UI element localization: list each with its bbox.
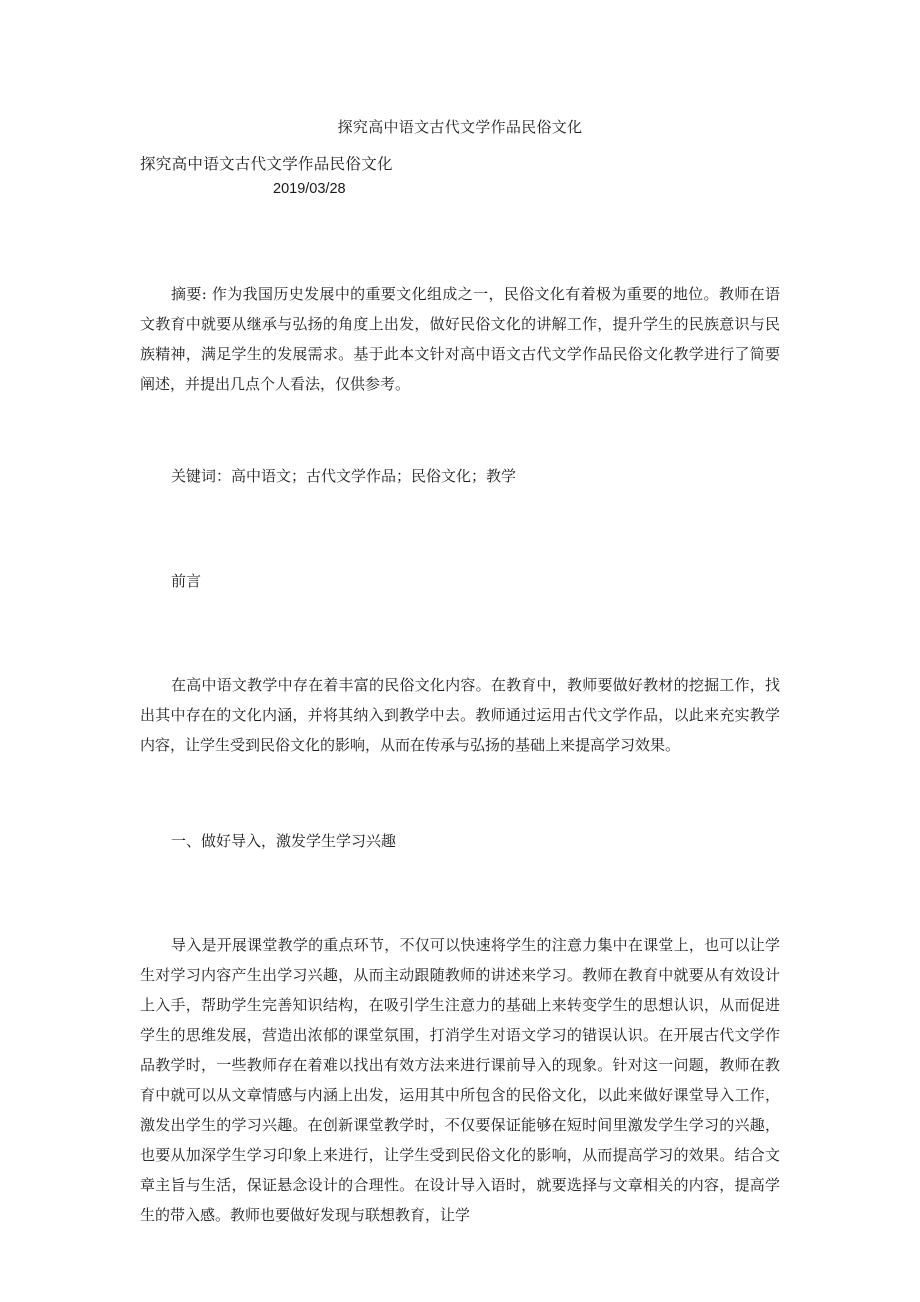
document-date: 2019/03/28 [273,181,346,197]
section-1-heading: 一、做好导入，激发学生学习兴趣 [171,832,397,850]
intro-paragraph: 在高中语文教学中存在着丰富的民俗文化内容。在教育中，教师要做好教材的挖掘工作，找出其中存在的文化内涵，并将其纳入到教学中去。教师通过运用古代文学作品，以此来充实教学内容，让学生受到民俗文化的影响，从而在传承与弘扬的基础上来提高学习效果。 [140,676,780,754]
document-title: 探究高中语文古代文学作品民俗文化 [140,155,393,173]
page-header-title: 探究高中语文古代文学作品民俗文化 [337,118,583,136]
keywords-line: 关键词：高中语文；古代文学作品；民俗文化；教学 [171,467,517,485]
preface-heading: 前言 [171,572,202,590]
section-1-paragraph: 导入是开展课堂教学的重点环节，不仅可以快速将学生的注意力集中在课堂上，也可以让学生对学习内容产生出学习兴趣，从而主动跟随教师的讲述来学习。教师在教育中就要从有效设计上入手，帮助学生完善知识结构，在吸引学生注意力的基础上来转变学生的思想认识，从而促进学生的思维发展，营造出浓郁的课堂氛围，打消学生对语文学习的错误认识。在开展古代文学作品教学时，一些教师存在着难以找出有效方法来进行课前导入的现象。针对这一问题，教师在教育中就可以从文章情感与内涵上出发，运用其中所包含的民俗文化，以此来做好课堂导入工作，激发出学生的学习兴趣。在创新课堂教学时，不仅要保证能够在短时间里激发学生学习的兴趣，也要从加深学生学习印象上来进行，让学生受到民俗文化的影响，从而提高学习的效果。结合文章主旨与生活，保证悬念设计的合理性。在设计导入语时，就要选择与文章相关的内容，提高学生的带入感。教师也要做好发现与联想教育，让学 [140,936,780,1224]
abstract-paragraph: 摘要: 作为我国历史发展中的重要文化组成之一，民俗文化有着极为重要的地位。教师在语文教育中就要从继承与弘扬的角度上出发，做好民俗文化的讲解工作，提升学生的民族意识与民族精神，满足学生的发展需求。基于此本文针对高中语文古代文学作品民俗文化教学进行了简要阐述，并提出几点个人看法，仅供参考。 [140,285,780,393]
